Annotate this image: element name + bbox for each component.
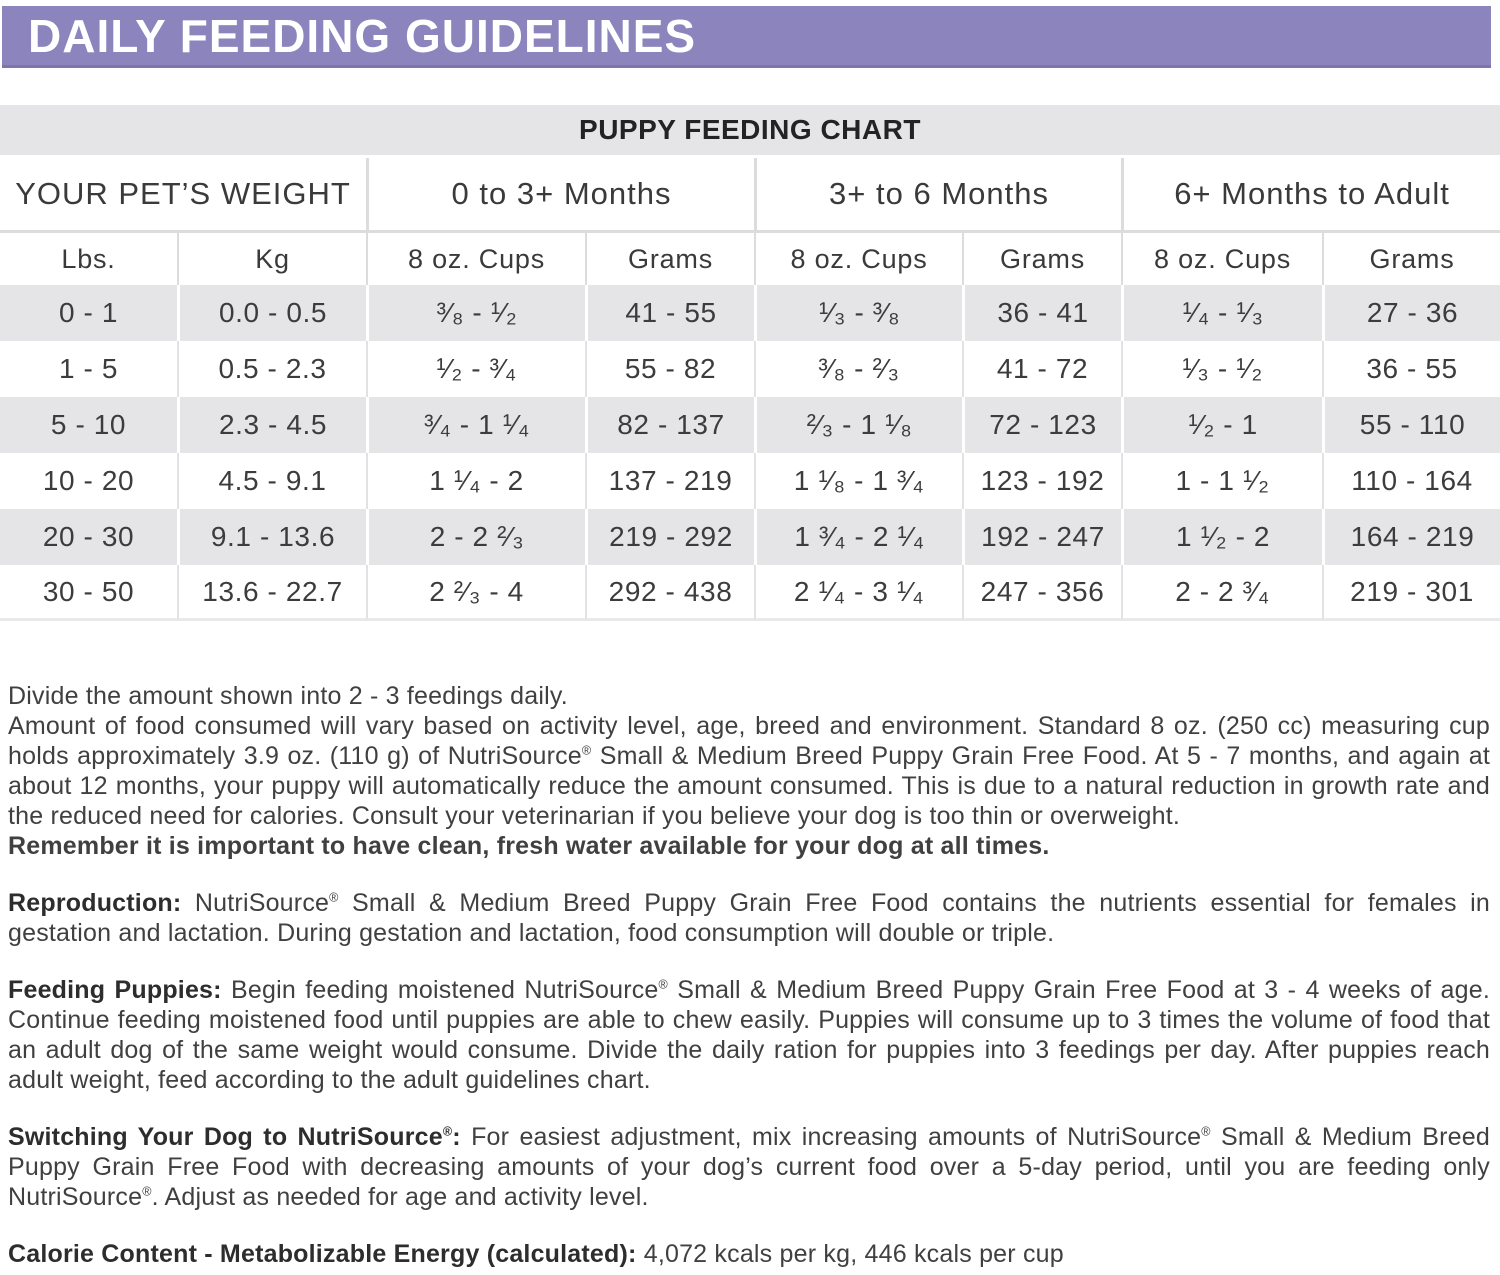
cell-cups-6plus: ¹⁄₃ - ¹⁄₂ (1121, 341, 1322, 397)
cell-grams-0-3: 55 - 82 (585, 341, 754, 397)
cell-lbs: 0 - 1 (58, 297, 119, 328)
cell-grams-3-6: 247 - 356 (962, 565, 1121, 621)
cell-grams-0-3: 292 - 438 (585, 565, 754, 621)
column-group-pet-weight: YOUR PET’S WEIGHT (0, 158, 366, 230)
cell-grams-0-3: 137 - 219 (585, 453, 754, 509)
cell-lbs: 1 - 5 (58, 353, 119, 384)
cell-grams-6plus: 164 - 219 (1322, 509, 1500, 565)
table-row-1-5 (0, 341, 1500, 397)
note-feeding-frequency: Divide the amount shown into 2 - 3 feedings daily. (8, 682, 568, 710)
cell-grams-3-6: 36 - 41 (962, 285, 1121, 341)
reproduction-text: NutriSource® Small & Medium Breed Puppy Grain Free Food contains the nutrients essential for females in gestation and lactation. During gestation and lactation, food consumption will double or triple. (8, 889, 1490, 947)
column-group-header-row (0, 158, 1500, 230)
cell-cups-6plus: 1 - 1 ¹⁄₂ (1121, 453, 1322, 509)
col-header-cups-6plus: 8 oz. Cups (1121, 230, 1322, 285)
chart-title-band (0, 105, 1500, 155)
reproduction-label: Reproduction: (8, 889, 182, 917)
col-header-cups-0-3: 8 oz. Cups (366, 230, 585, 285)
col-header-grams-6plus: Grams (1322, 230, 1500, 285)
cell-kg: 13.6 - 22.7 (177, 565, 366, 621)
cell-lbs: 20 - 30 (42, 521, 135, 552)
puppy-feeding-table (0, 158, 1500, 621)
col-header-kg: Kg (177, 230, 366, 285)
calorie-content-label: Calorie Content - Metabolizable Energy (calculated): (8, 1240, 637, 1268)
cell-cups-0-3: 2 - 2 ²⁄₃ (366, 509, 585, 565)
calorie-content-text: 4,072 kcals per kg, 446 kcals per cup (643, 1240, 1064, 1268)
cell-lbs: 10 - 20 (42, 465, 135, 496)
col-header-cups-3-6: 8 oz. Cups (754, 230, 962, 285)
cell-grams-6plus: 219 - 301 (1322, 565, 1500, 621)
table-row-10-20 (0, 453, 1500, 509)
feeding-puppies-label: Feeding Puppies: (8, 976, 222, 1004)
feeding-puppies-text: Begin feeding moistened NutriSource® Small & Medium Breed Puppy Grain Free Food at 3 - 4 weeks of age. Continue feeding moistened food until puppies are able to chew easily. Puppies will consume up to 3 times the volume of food that an adult dog of the same weight would consume. Divide the daily ration for puppies into 3 feedings per day. After puppies reach adult weight, feed according to the adult guidelines chart. (8, 976, 1490, 1094)
col-header-lbs: Lbs. (0, 230, 177, 285)
column-group-3-6-months: 3+ to 6 Months (754, 158, 1121, 230)
cell-cups-3-6: 2 ¹⁄₄ - 3 ¹⁄₄ (754, 565, 962, 621)
cell-cups-6plus: ¹⁄₂ - 1 (1121, 397, 1322, 453)
table-row-5-10 (0, 397, 1500, 453)
cell-kg: 0.0 - 0.5 (177, 285, 366, 341)
table-row-30-50 (0, 565, 1500, 621)
cell-grams-0-3: 219 - 292 (585, 509, 754, 565)
cell-grams-0-3: 82 - 137 (585, 397, 754, 453)
cell-kg: 4.5 - 9.1 (177, 453, 366, 509)
para-switching (8, 1122, 1490, 1212)
table-row-0-1 (0, 285, 1500, 341)
para-feeding-puppies (8, 975, 1490, 1095)
cell-cups-0-3: ¹⁄₂ - ³⁄₄ (366, 341, 585, 397)
cell-kg: 2.3 - 4.5 (177, 397, 366, 453)
cell-grams-3-6: 72 - 123 (962, 397, 1121, 453)
switching-label: Switching Your Dog to NutriSource®: (8, 1123, 461, 1151)
cell-grams-0-3: 41 - 55 (585, 285, 754, 341)
cell-cups-3-6: 1 ³⁄₄ - 2 ¹⁄₄ (754, 509, 962, 565)
cell-grams-3-6: 123 - 192 (962, 453, 1121, 509)
cell-lbs: 5 - 10 (50, 409, 127, 440)
cell-cups-3-6: ¹⁄₃ - ³⁄₈ (754, 285, 962, 341)
cell-grams-3-6: 41 - 72 (962, 341, 1121, 397)
note-fresh-water: Remember it is important to have clean, fresh water available for your dog at all times. (8, 832, 1050, 860)
col-header-grams-0-3: Grams (585, 230, 754, 285)
cell-grams-3-6: 192 - 247 (962, 509, 1121, 565)
cell-cups-0-3: 2 ²⁄₃ - 4 (366, 565, 585, 621)
switching-text: For easiest adjustment, mix increasing amounts of NutriSource® Small & Medium Breed Puppy Grain Free Food with decreasing amounts of your dog’s current food over a 5-day period, until you are feeding only NutriSource®. Adjust as needed for age and activity level. (8, 1123, 1490, 1211)
page-title: DAILY FEEDING GUIDELINES (28, 9, 697, 62)
para-calorie-content (8, 1239, 1490, 1269)
column-group-6plus-months: 6+ Months to Adult (1121, 158, 1500, 230)
note-general (8, 681, 1490, 861)
cell-cups-3-6: ²⁄₃ - 1 ¹⁄₈ (754, 397, 962, 453)
column-group-0-3-months: 0 to 3+ Months (366, 158, 754, 230)
cell-cups-3-6: ³⁄₈ - ²⁄₃ (754, 341, 962, 397)
feeding-notes (8, 681, 1490, 1269)
para-reproduction (8, 888, 1490, 948)
cell-cups-6plus: ¹⁄₄ - ¹⁄₃ (1121, 285, 1322, 341)
cell-cups-6plus: 1 ¹⁄₂ - 2 (1121, 509, 1322, 565)
page-title-banner (2, 6, 1491, 68)
cell-grams-6plus: 36 - 55 (1322, 341, 1500, 397)
cell-kg: 9.1 - 13.6 (177, 509, 366, 565)
column-header-row (0, 230, 1500, 285)
note-amount-consumed: Amount of food consumed will vary based on activity level, age, breed and environment. Standard 8 oz. (250 cc) measuring cup holds approximately 3.9 oz. (110 g) of NutriSource® Small & Medium Breed Puppy Grain Free Food. At 5 - 7 months, and again at about 12 months, your puppy will automatically reduce the amount consumed. This is due to a natural reduction in growth rate and the reduced need for calories. Consult your veterinarian if you believe your dog is too thin or overweight. (8, 712, 1490, 830)
cell-grams-6plus: 55 - 110 (1322, 397, 1500, 453)
cell-cups-0-3: ³⁄₈ - ¹⁄₂ (366, 285, 585, 341)
chart-title: PUPPY FEEDING CHART (579, 114, 921, 145)
table-row-20-30 (0, 509, 1500, 565)
cell-grams-6plus: 27 - 36 (1322, 285, 1500, 341)
cell-cups-3-6: 1 ¹⁄₈ - 1 ³⁄₄ (754, 453, 962, 509)
cell-cups-0-3: ³⁄₄ - 1 ¹⁄₄ (366, 397, 585, 453)
cell-grams-6plus: 110 - 164 (1322, 453, 1500, 509)
cell-kg: 0.5 - 2.3 (177, 341, 366, 397)
cell-lbs: 30 - 50 (0, 565, 177, 621)
col-header-grams-3-6: Grams (962, 230, 1121, 285)
cell-cups-6plus: 2 - 2 ³⁄₄ (1121, 565, 1322, 621)
cell-cups-0-3: 1 ¹⁄₄ - 2 (366, 453, 585, 509)
